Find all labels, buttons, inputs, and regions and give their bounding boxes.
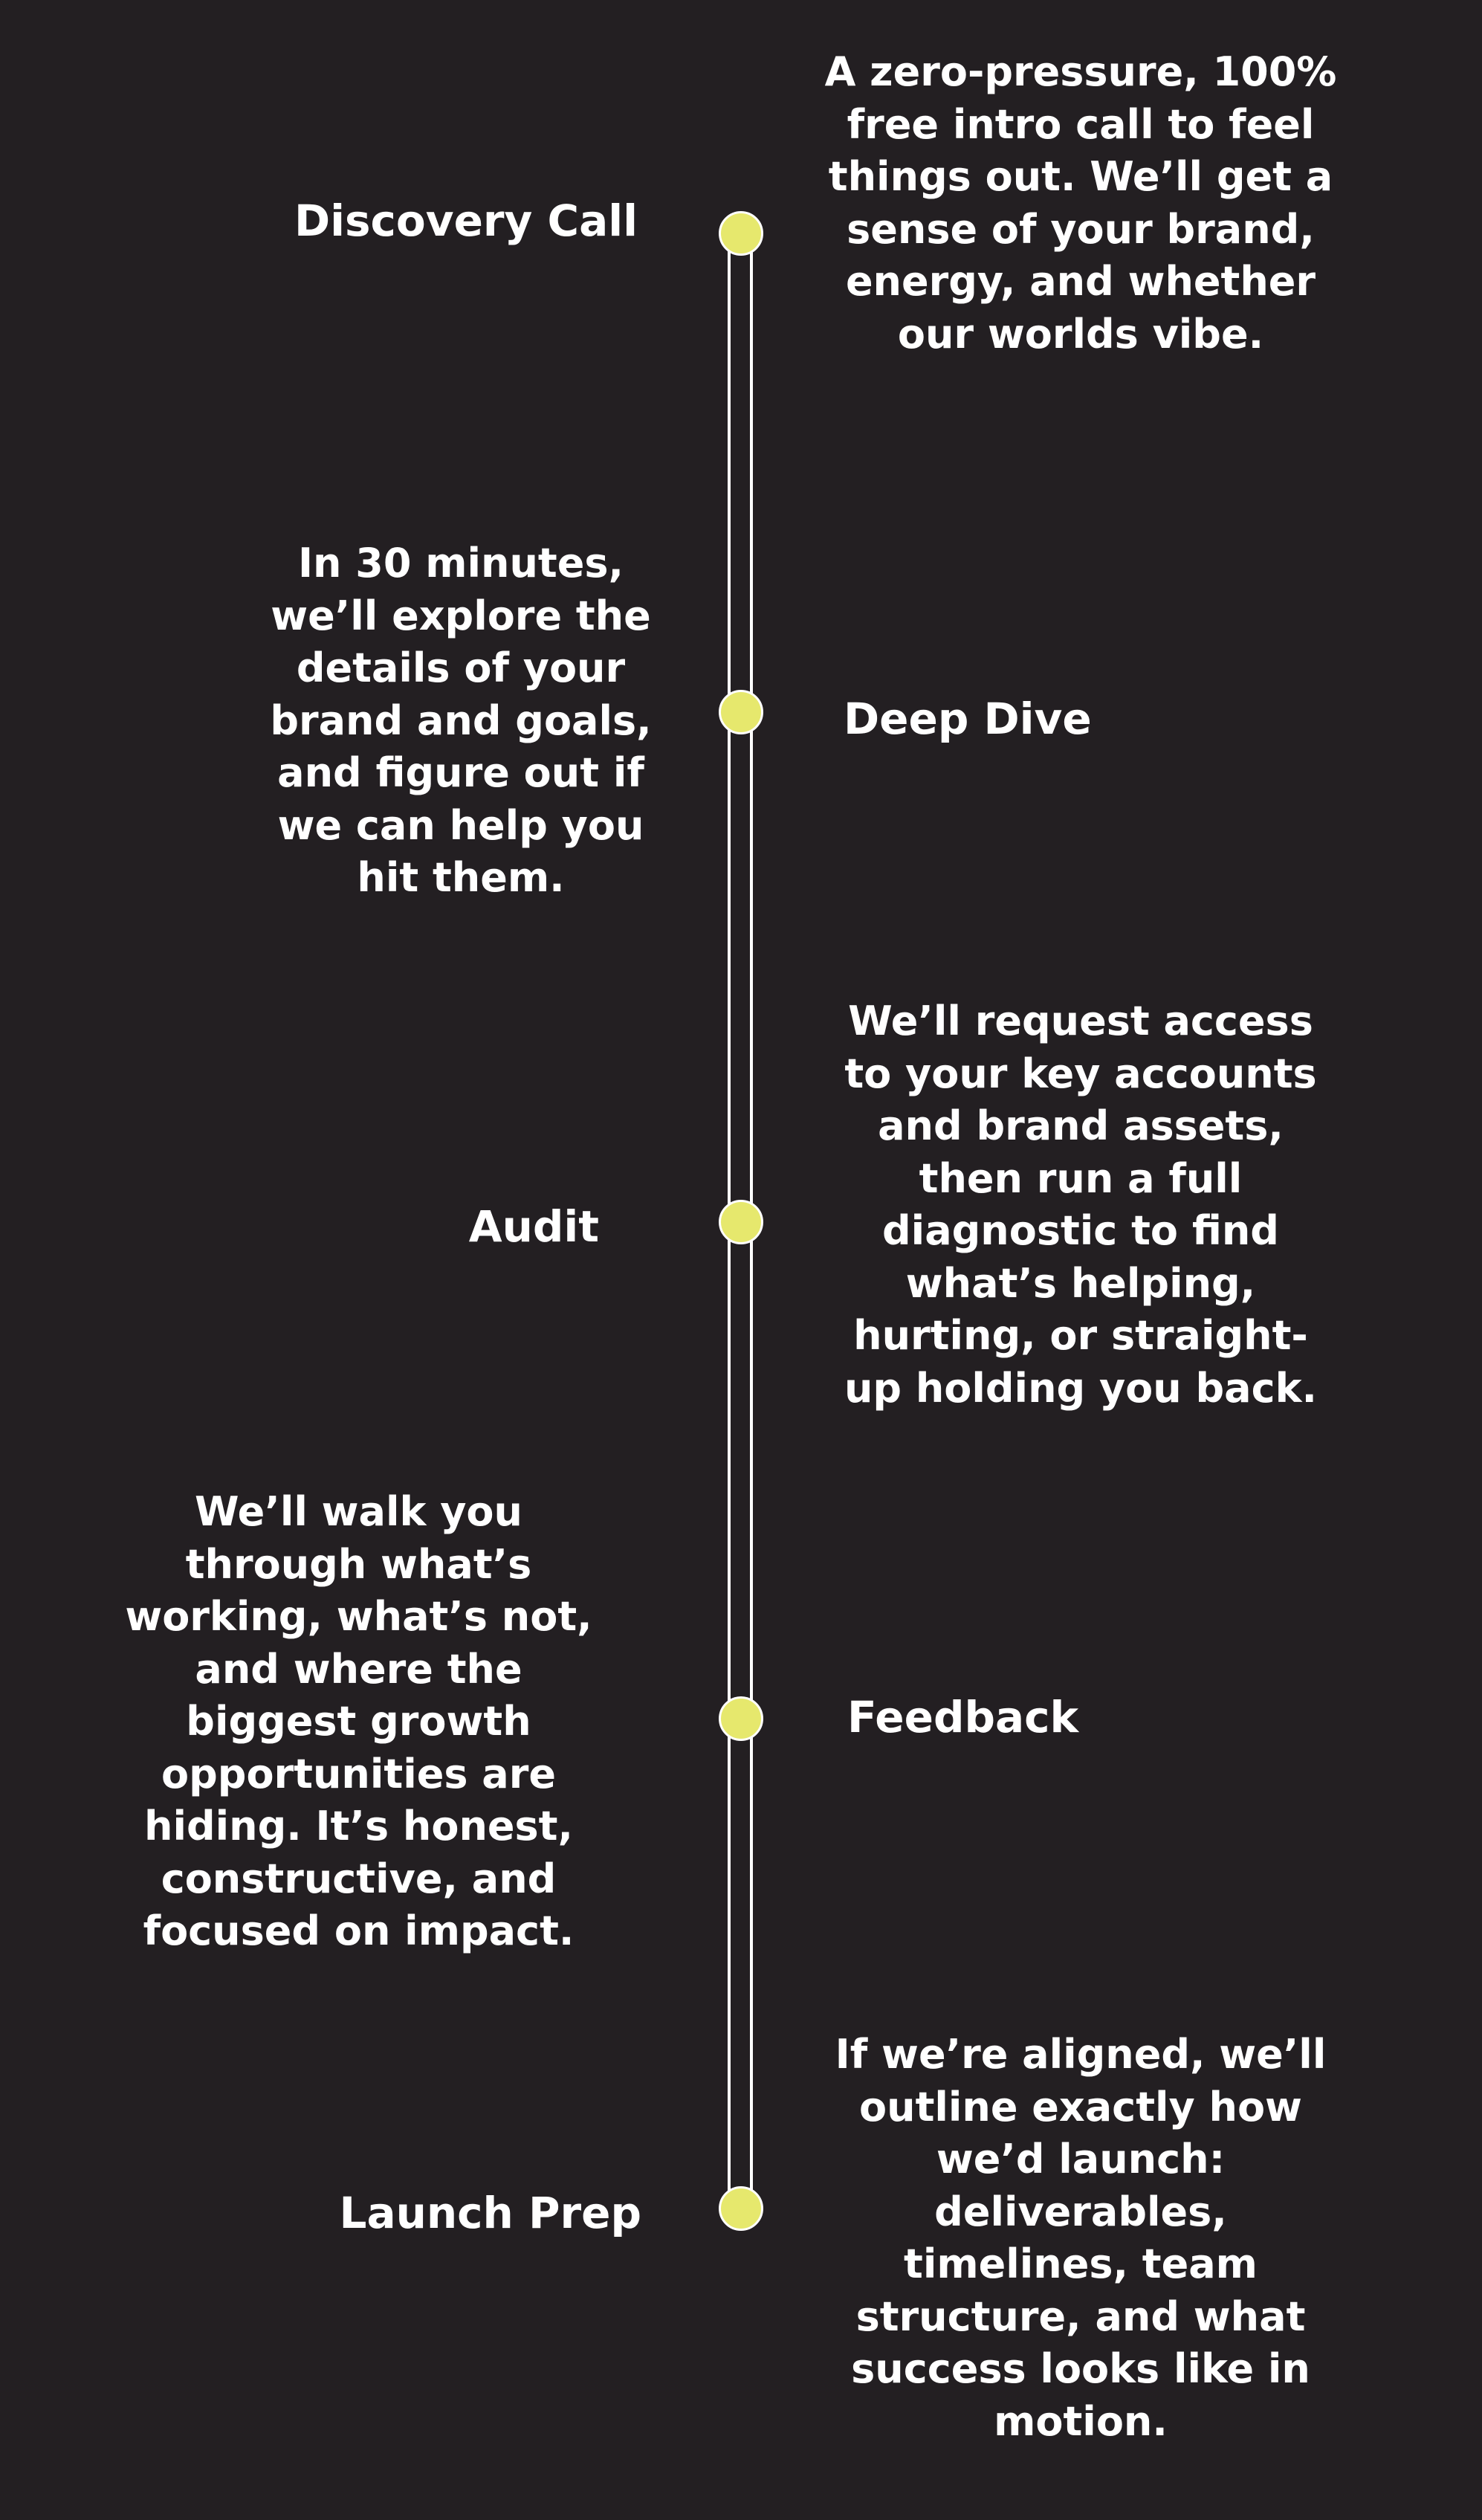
step-title-feedback: Feedback bbox=[847, 1692, 1079, 1742]
step-description-launch-prep: If we’re aligned, we’ll outline exactly how we’d launch: deliverables, timelines, team structure, and what success looks like in motion. bbox=[835, 2031, 1327, 2445]
step-title-launch-prep: Launch Prep bbox=[339, 2188, 641, 2238]
timeline-node-audit bbox=[719, 1200, 763, 1244]
step-description-deep-dive: In 30 minutes, we’ll explore the details of your brand and goals, and figure out if we can help you hit them. bbox=[270, 540, 652, 901]
timeline-node-deep-dive bbox=[719, 690, 763, 734]
timeline-node-discovery-call bbox=[719, 211, 763, 256]
timeline-node-feedback bbox=[719, 1696, 763, 1741]
step-title-discovery-call: Discovery Call bbox=[294, 196, 638, 246]
step-description-audit: We’ll request access to your key accounts and brand assets, then run a full diagnostic to find what’s helping, hurting, or straight-up holding you back. bbox=[844, 998, 1318, 1412]
step-description-feedback: We’ll walk you through what’s working, what’s not, and where the biggest growth opportunities are hiding. It’s honest, constructive, and focused on impact. bbox=[125, 1488, 592, 1954]
step-description-discovery-call: A zero-pressure, 100% free intro call to feel things out. We’ll get a sense of your brand, energy, and whether our worlds vibe. bbox=[824, 48, 1337, 358]
step-title-audit: Audit bbox=[468, 1201, 599, 1252]
step-title-deep-dive: Deep Dive bbox=[844, 694, 1092, 744]
timeline-node-launch-prep bbox=[719, 2186, 763, 2231]
